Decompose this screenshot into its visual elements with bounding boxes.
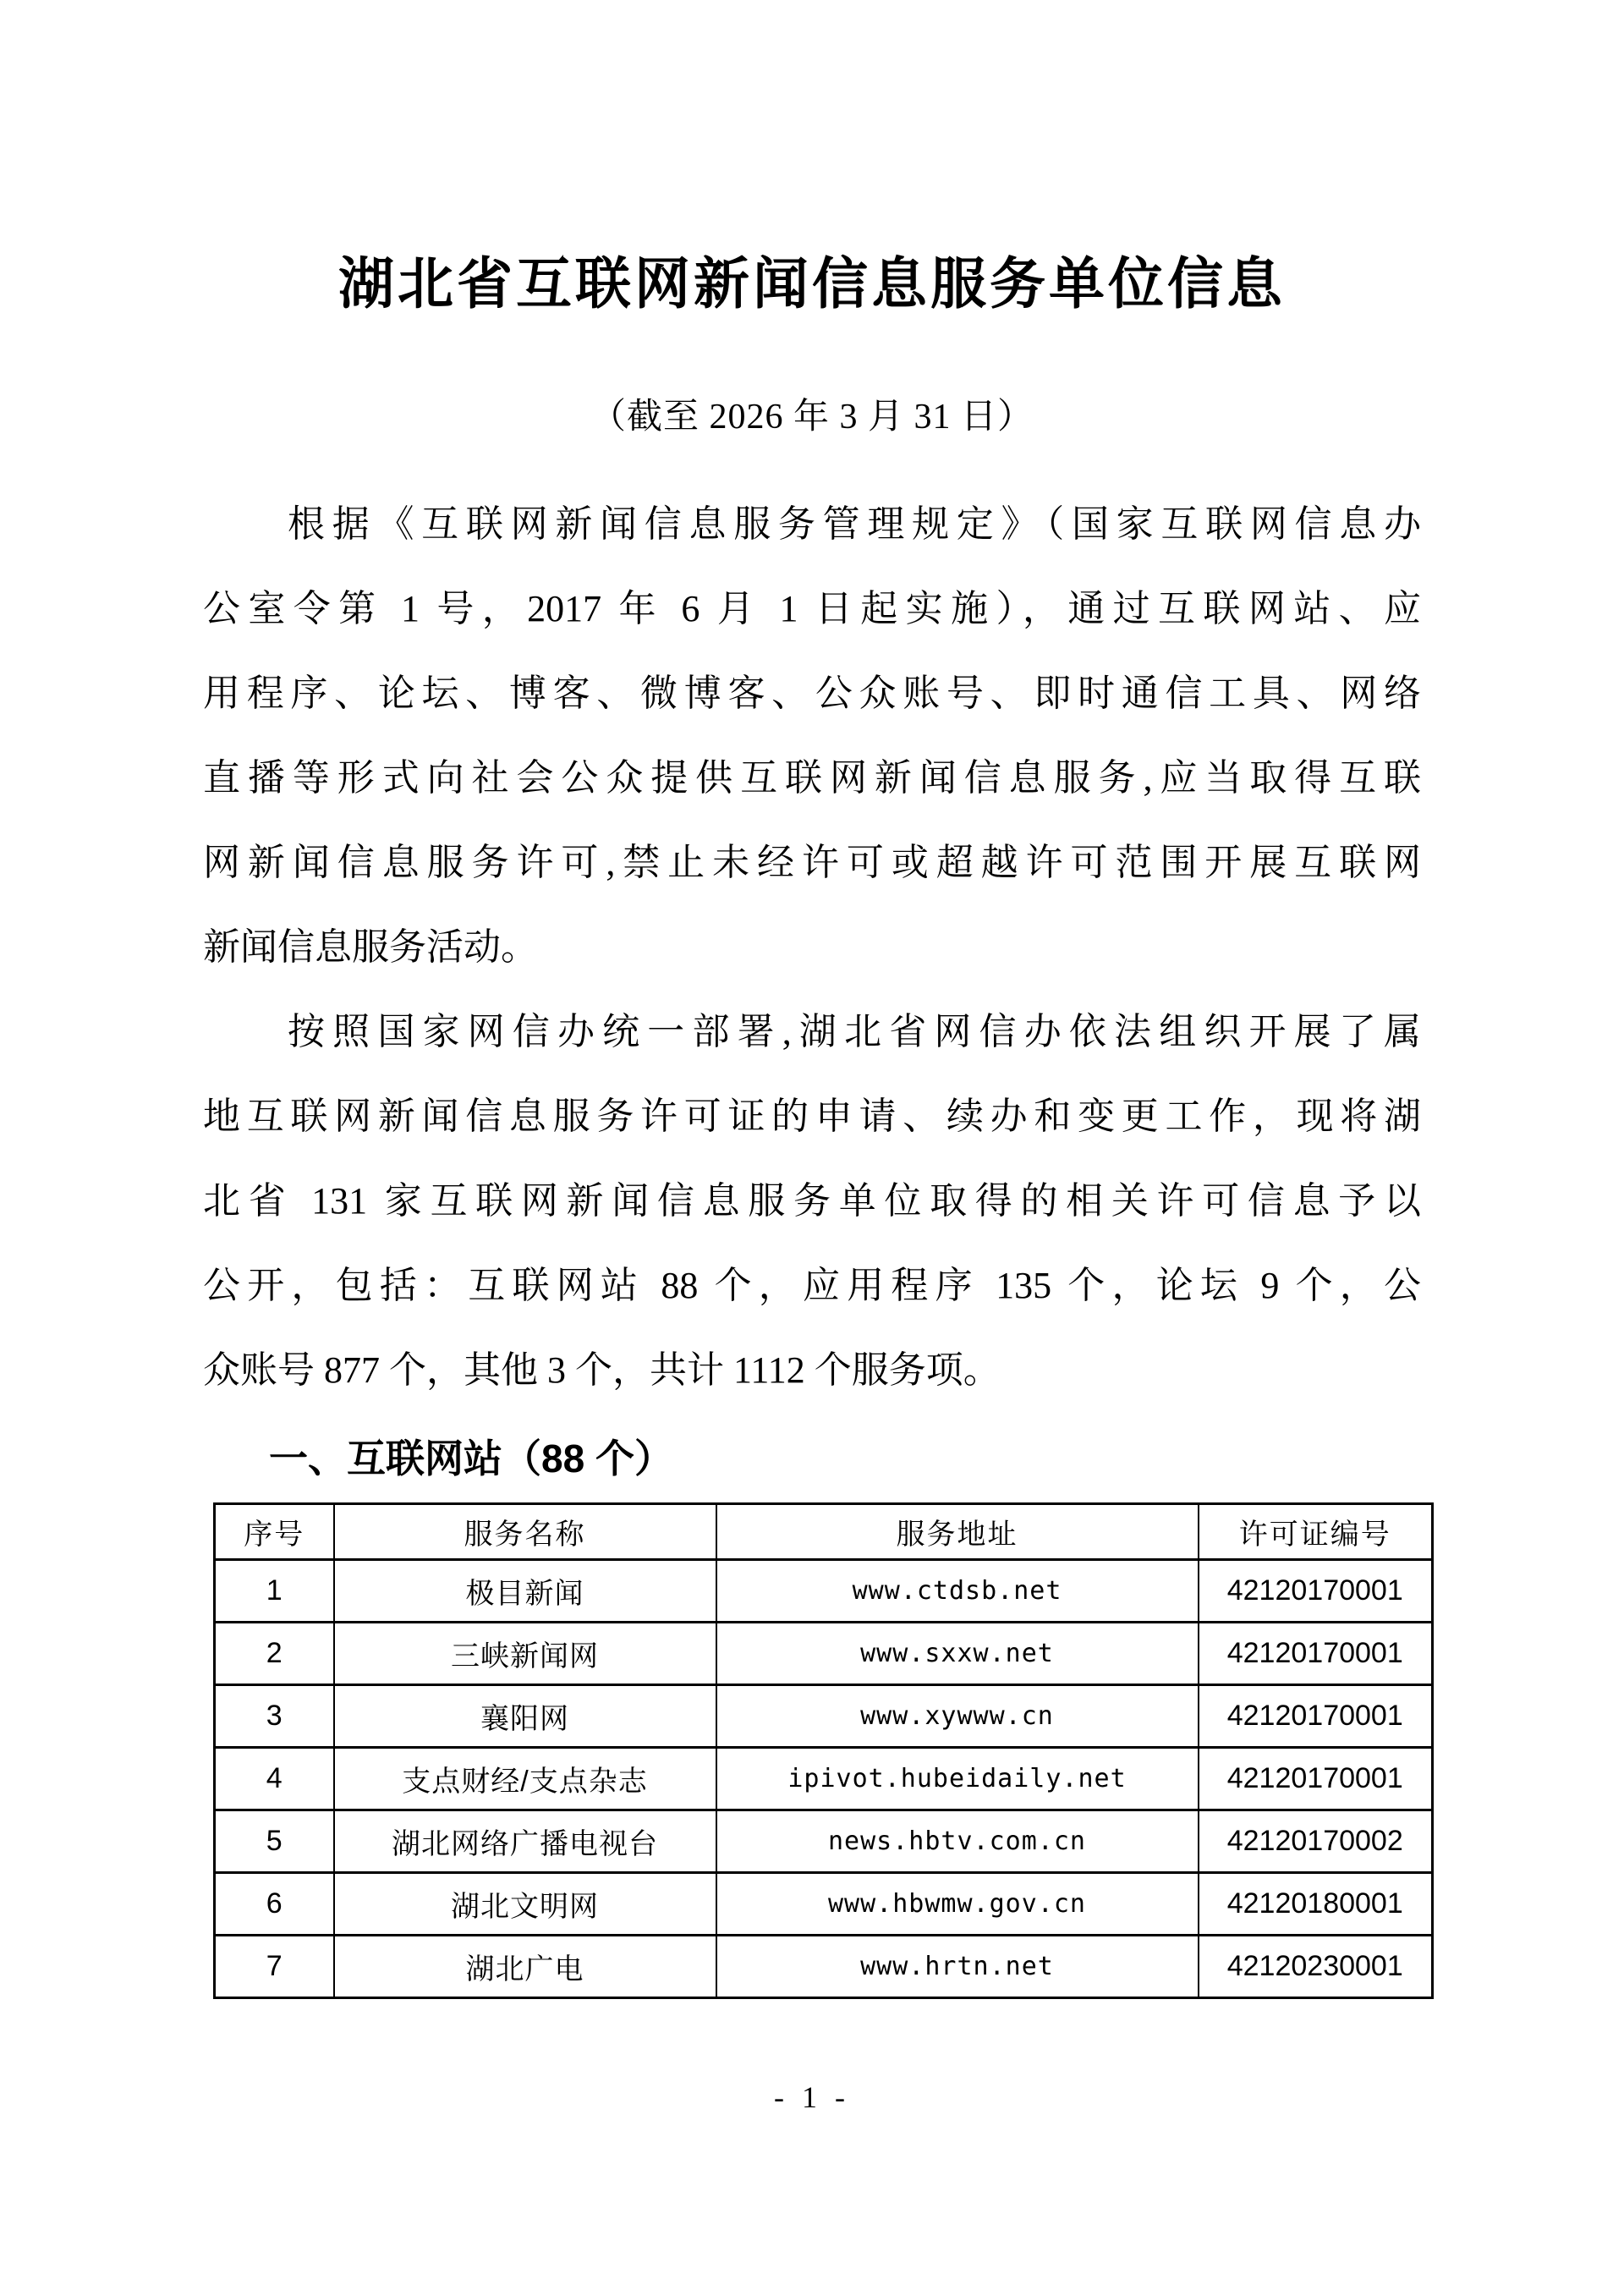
cell-name: 支点财经/支点杂志 xyxy=(334,1748,716,1810)
cell-name: 湖北网络广播电视台 xyxy=(334,1810,716,1873)
cell-url: ipivot.hubeidaily.net xyxy=(716,1748,1199,1810)
cell-url: www.xywww.cn xyxy=(716,1685,1199,1748)
body-paragraphs xyxy=(203,482,1421,1413)
cell-index: 7 xyxy=(215,1936,334,1998)
cell-name: 湖北广电 xyxy=(334,1936,716,1998)
document-title: 湖北省互联网新闻信息服务单位信息 xyxy=(338,252,1286,315)
cell-index: 6 xyxy=(215,1873,334,1936)
table-row xyxy=(215,1936,1433,1998)
cell-name: 极目新闻 xyxy=(334,1560,716,1623)
document-subtitle: （截至 2026 年 3 月 31 日） xyxy=(590,398,1034,437)
cell-index: 4 xyxy=(215,1748,334,1810)
paragraph-line: 新闻信息服务活动。 xyxy=(203,926,538,968)
table-header-row xyxy=(215,1504,1433,1560)
cell-url: www.ctdsb.net xyxy=(716,1560,1199,1623)
paragraph-line: 公开，包括：互联网站 88 个，应用程序 135 个，论坛 9 个，公 xyxy=(203,1265,1421,1306)
paragraph-line: 地互联网新闻信息服务许可证的申请、续办和变更工作，现将湖 xyxy=(203,1096,1421,1137)
cell-license: 42120180001 xyxy=(1199,1873,1433,1936)
paragraph-line: 众账号 877 个，其他 3 个，共计 1112 个服务项。 xyxy=(203,1349,1001,1391)
cell-name: 襄阳网 xyxy=(334,1685,716,1748)
cell-license: 42120170001 xyxy=(1199,1560,1433,1623)
paragraph-line: 公室令第 1 号，2017 年 6 月 1 日起实施），通过互联网站、应 xyxy=(203,588,1421,629)
col-header-license: 许可证编号 xyxy=(1199,1504,1433,1560)
paragraph-line: 用程序、论坛、博客、微博客、公众账号、即时通信工具、网络 xyxy=(203,673,1421,714)
table-row xyxy=(215,1685,1433,1748)
cell-name: 三峡新闻网 xyxy=(334,1623,716,1685)
cell-url: www.hrtn.net xyxy=(716,1936,1199,1998)
document-body xyxy=(203,482,1421,1999)
table-row xyxy=(215,1873,1433,1936)
cell-index: 1 xyxy=(215,1560,334,1623)
paragraph-line: 根据《互联网新闻信息服务管理规定》（国家互联网信息办 xyxy=(288,503,1421,545)
cell-license: 42120170001 xyxy=(1199,1748,1433,1810)
cell-license: 42120230001 xyxy=(1199,1936,1433,1998)
paragraph-line: 网新闻信息服务许可,禁止未经许可或超越许可范围开展互联网 xyxy=(203,842,1421,883)
table-row xyxy=(215,1748,1433,1810)
cell-name: 湖北文明网 xyxy=(334,1873,716,1936)
cell-index: 5 xyxy=(215,1810,334,1873)
license-table xyxy=(213,1502,1434,1999)
cell-url: www.hbwmw.gov.cn xyxy=(716,1873,1199,1936)
page-number: - 1 - xyxy=(774,2080,850,2114)
paragraph-line: 按照国家网信办统一部署,湖北省网信办依法组织开展了属 xyxy=(288,1011,1421,1052)
cell-url: www.sxxw.net xyxy=(716,1623,1199,1685)
col-header-url: 服务地址 xyxy=(716,1504,1199,1560)
cell-license: 42120170002 xyxy=(1199,1810,1433,1873)
cell-index: 2 xyxy=(215,1623,334,1685)
paragraph-line: 直播等形式向社会公众提供互联网新闻信息服务,应当取得互联 xyxy=(203,757,1421,799)
cell-license: 42120170001 xyxy=(1199,1685,1433,1748)
paragraph-line: 北省 131 家互联网新闻信息服务单位取得的相关许可信息予以 xyxy=(203,1180,1421,1222)
table-row xyxy=(215,1810,1433,1873)
table-row xyxy=(215,1623,1433,1685)
cell-license: 42120170001 xyxy=(1199,1623,1433,1685)
table-row xyxy=(215,1560,1433,1623)
cell-index: 3 xyxy=(215,1685,334,1748)
col-header-index: 序号 xyxy=(215,1504,334,1560)
col-header-name: 服务名称 xyxy=(334,1504,716,1560)
section-heading: 一、互联网站（88 个） xyxy=(269,1436,673,1480)
cell-url: news.hbtv.com.cn xyxy=(716,1810,1199,1873)
